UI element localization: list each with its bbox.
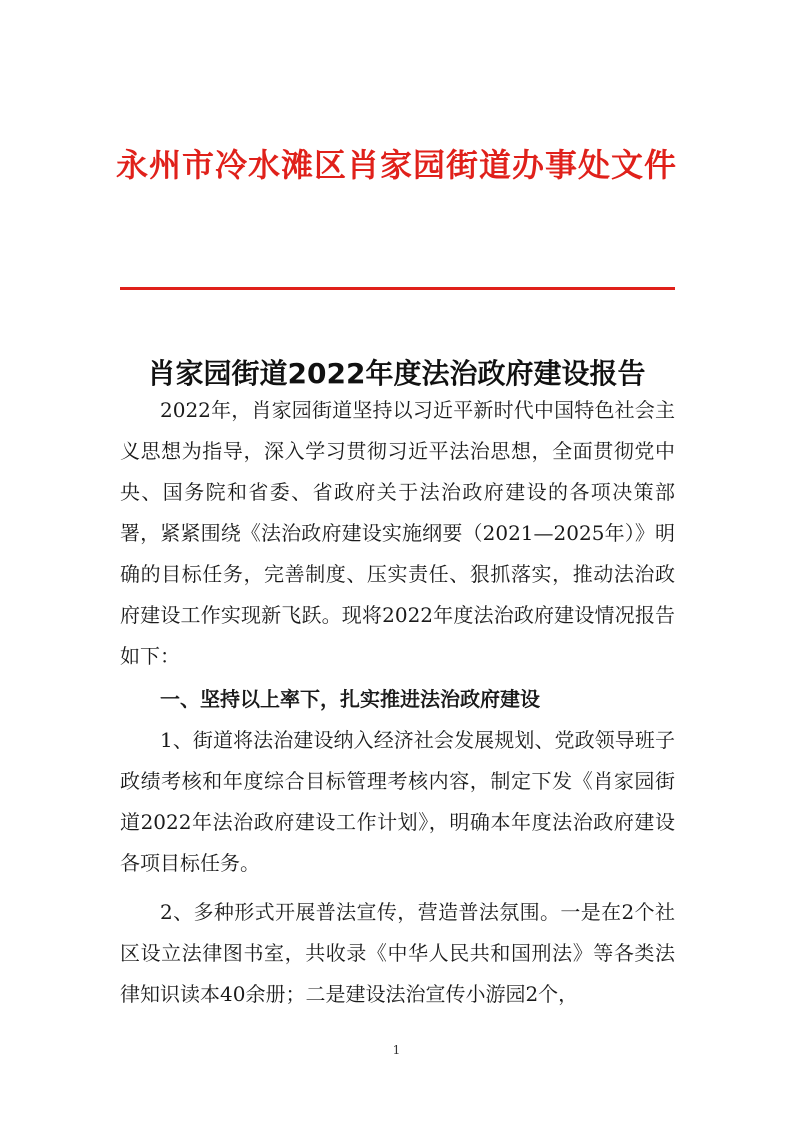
document-title: 肖家园街道2022年度法治政府建设报告 [147, 357, 646, 390]
intro-paragraph: 2022年，肖家园街道坚持以习近平新时代中国特色社会主义思想为指导，深入学习贯彻习近平法治思想，全面贯彻党中央、国务院和省委、省政府关于法治政府建设的各项决策部署，紧紧围绕《法治政府建设实施纲要（2021—2025年）》明确的目标任务，完善制度、压实责任、狠抓落实，推动法治政府建设工作实现新飞跃。现将2022年度法治政府建设情况报告如下： [120, 398, 675, 668]
page-number: 1 [392, 1043, 401, 1057]
item-1-paragraph: 1、街道将法治建设纳入经济社会发展规划、党政领导班子政绩考核和年度综合目标管理考核内容，制定下发《肖家园街道2022年法治政府建设工作计划》，明确本年度法治政府建设各项目标任务。 [120, 728, 675, 875]
item-2-paragraph: 2、多种形式开展普法宣传，营造普法氛围。一是在2个社区设立法律图书室，共收录《中华人民共和国刑法》等各类法律知识读本40余册；二是建设法治宣传小游园2个， [120, 900, 675, 1006]
section-heading-1: 一、坚持以上率下，扎实推进法治政府建设 [160, 687, 540, 711]
issuer-header: 永州市冷水滩区肖家园街道办事处文件 [115, 146, 677, 184]
document-body [120, 390, 675, 1015]
red-header-rule [120, 287, 675, 290]
